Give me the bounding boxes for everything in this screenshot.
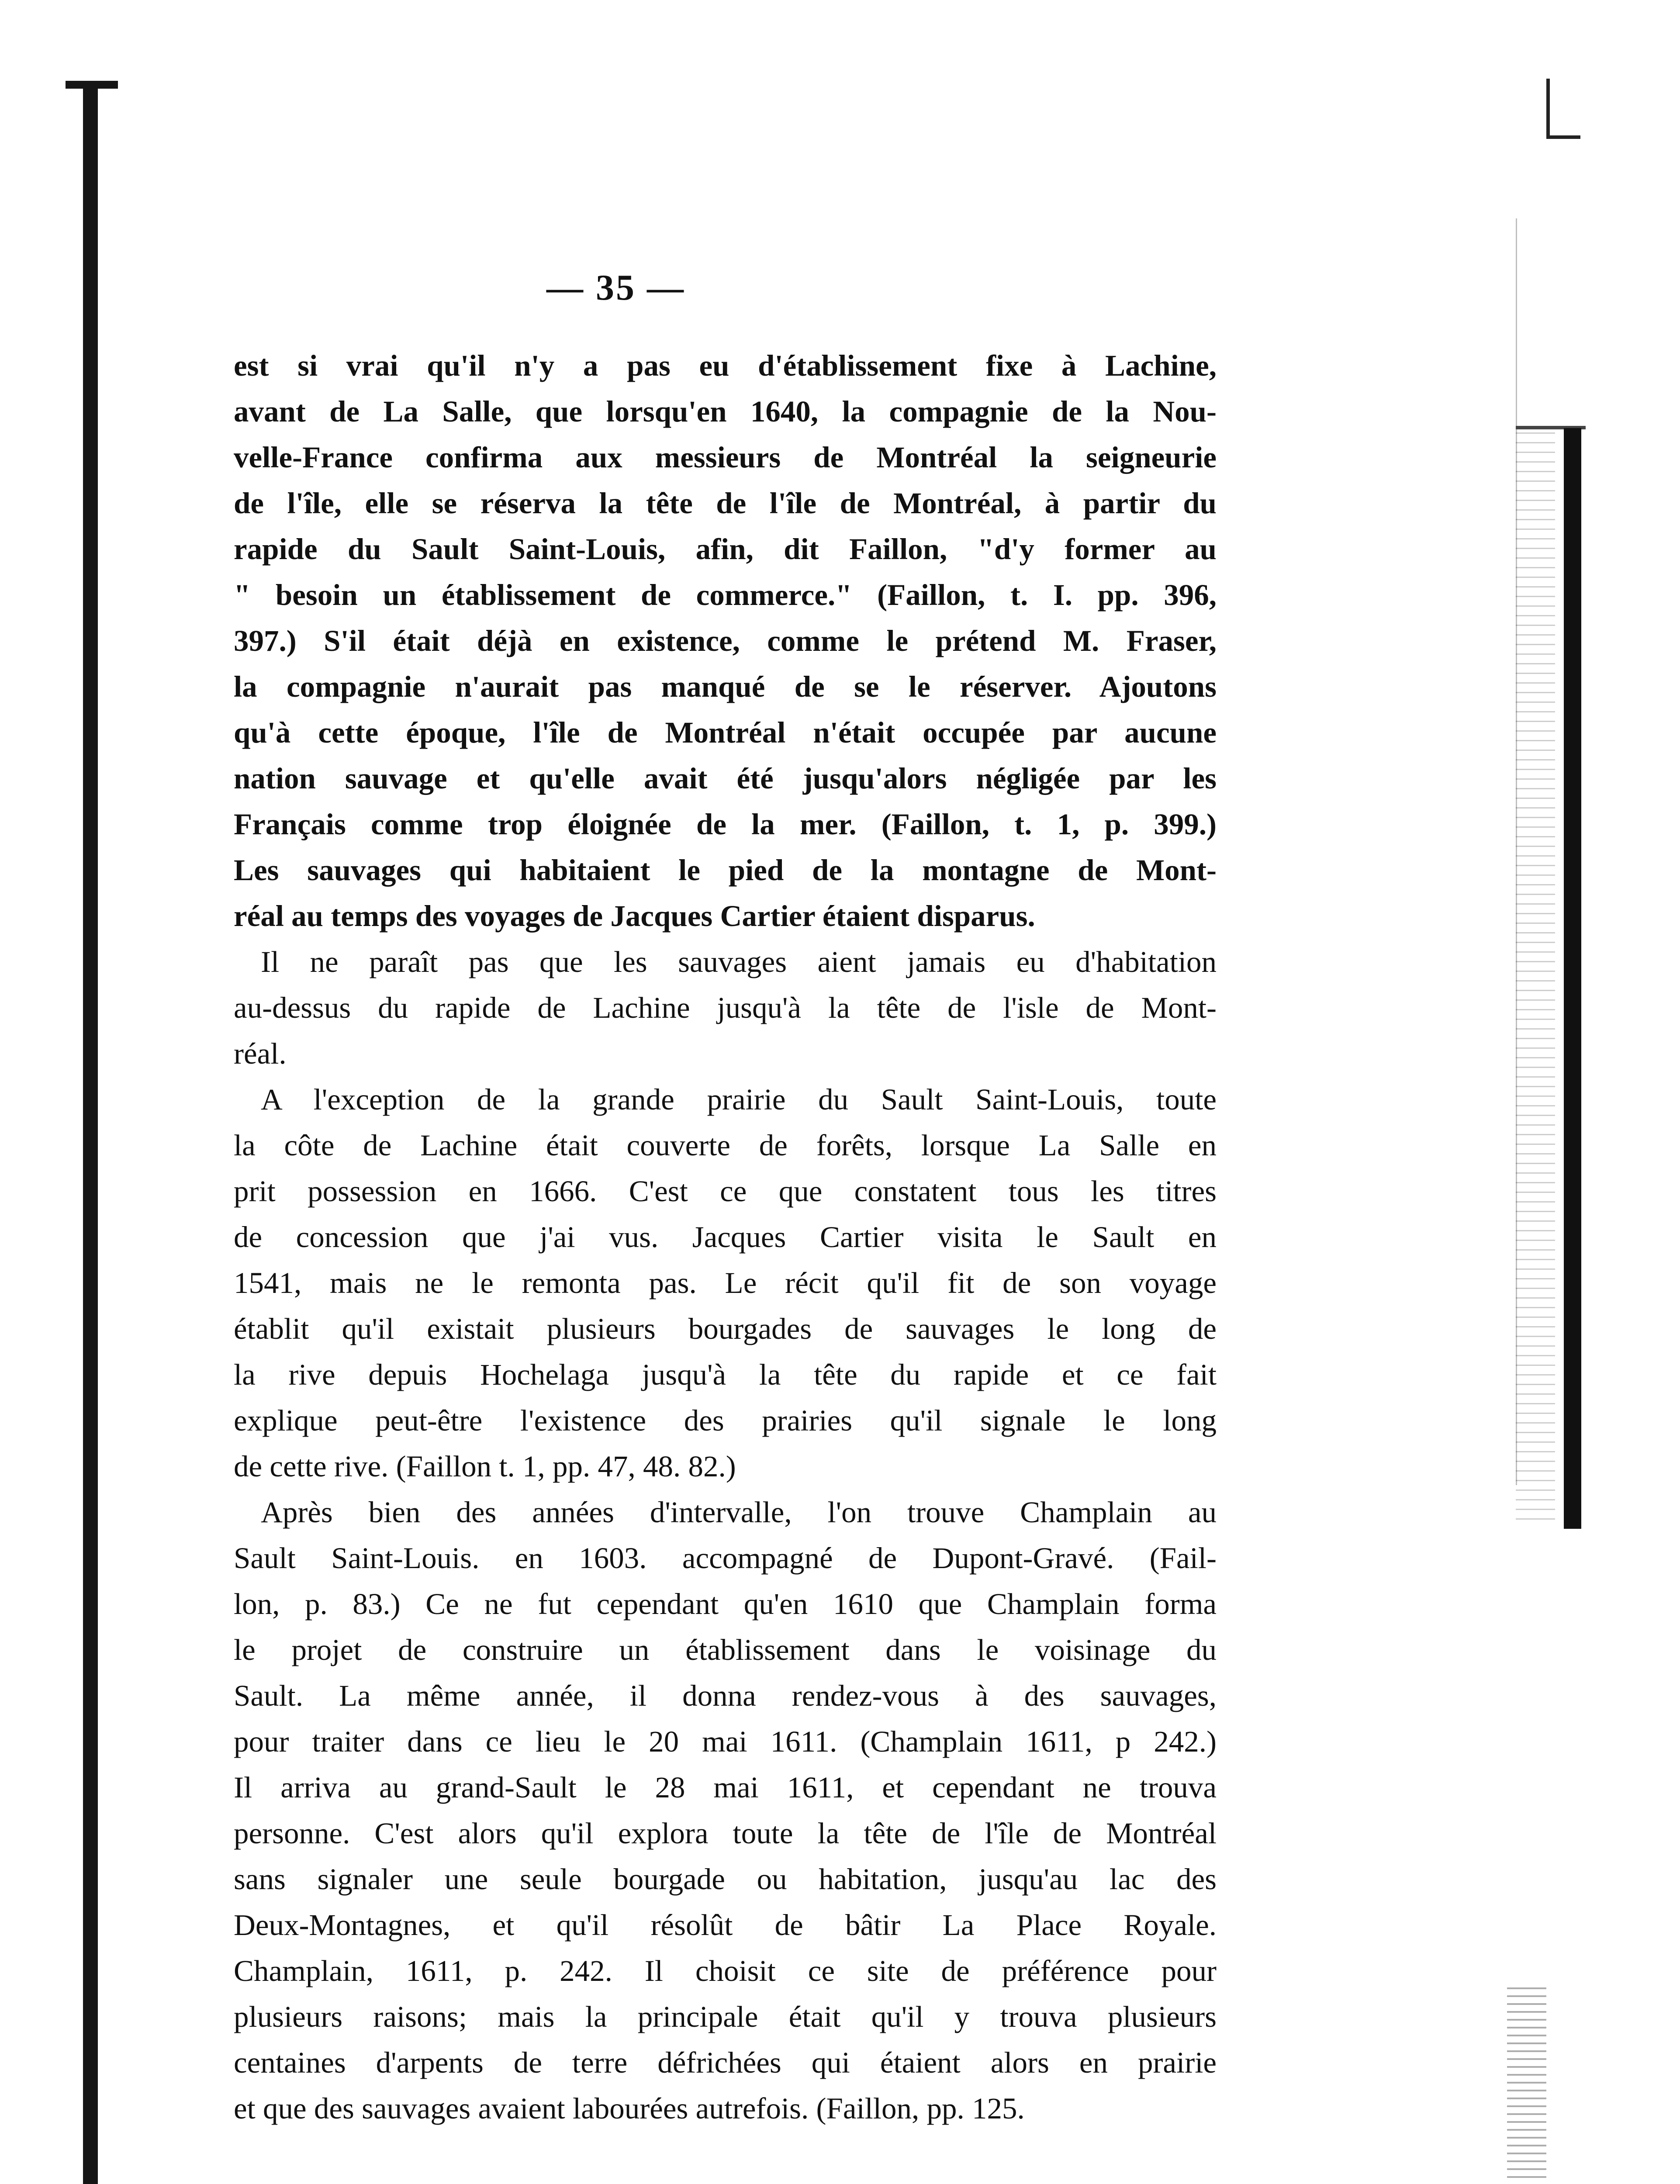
text-line: " besoin un établissement de commerce." (Faillon, t. I. pp. 396,: [234, 578, 1217, 612]
text-line: 1541, mais ne le remonta pas. Le récit qu'il fit de son voyage: [234, 1266, 1217, 1299]
text-line: de cette rive. (Faillon t. 1, pp. 47, 48. 82.): [234, 1450, 736, 1483]
text-line: la rive depuis Hochelaga jusqu'à la tête du rapide et ce fait: [234, 1358, 1217, 1391]
scan-noise: [1507, 1987, 1546, 2184]
scan-right-edge-bar: [1564, 428, 1581, 1529]
text-line: Sault Saint-Louis. en 1603. accompagné de Dupont-Gravé. (Fail-: [234, 1541, 1217, 1575]
page-number: — 35 —: [546, 267, 685, 308]
text-line: qu'à cette époque, l'île de Montréal n'était occupée par aucune: [234, 716, 1217, 749]
text-line: 397.) S'il était déjà en existence, comme le prétend M. Fraser,: [234, 624, 1217, 657]
text-line: velle-France confirma aux messieurs de Montréal la seigneurie: [234, 441, 1217, 474]
scan-binding-edge: [83, 87, 98, 2184]
text-line: personne. C'est alors qu'il explora toute la tête de l'île de Montréal: [234, 1817, 1217, 1850]
text-line: au-dessus du rapide de Lachine jusqu'à la tête de l'isle de Mont-: [234, 991, 1217, 1024]
text-line: et que des sauvages avaient labourées autrefois. (Faillon, pp. 125.: [234, 2092, 1025, 2125]
scan-edge-mark: [66, 81, 118, 89]
text-line: Les sauvages qui habitaient le pied de la montagne de Mont-: [234, 854, 1217, 887]
text-line: explique peut-être l'existence des prairies qu'il signale le long: [234, 1404, 1217, 1437]
text-line: le projet de construire un établissement dans le voisinage du: [234, 1633, 1217, 1666]
text-line: de l'île, elle se réserva la tête de l'île de Montréal, à partir du: [234, 487, 1217, 520]
text-line: avant de La Salle, que lorsqu'en 1640, la compagnie de la Nou-: [234, 395, 1217, 428]
text-line: réal.: [234, 1037, 287, 1070]
text-line: nation sauvage et qu'elle avait été jusqu'alors négligée par les: [234, 762, 1217, 795]
text-line: rapide du Sault Saint-Louis, afin, dit Faillon, "d'y former au: [234, 532, 1217, 566]
text-line: est si vrai qu'il n'y a pas eu d'établissement fixe à Lachine,: [234, 349, 1217, 382]
text-line: pour traiter dans ce lieu le 20 mai 1611. (Champlain 1611, p 242.): [234, 1725, 1217, 1758]
text-line: Il ne paraît pas que les sauvages aient jamais eu d'habitation: [261, 945, 1217, 978]
text-line: Il arriva au grand-Sault le 28 mai 1611, et cependant ne trouva: [234, 1771, 1217, 1804]
text-line: lon, p. 83.) Ce ne fut cependant qu'en 1610 que Champlain forma: [234, 1587, 1217, 1621]
scan-noise: [1516, 432, 1555, 1524]
text-line: centaines d'arpents de terre défrichées qui étaient alors en prairie: [234, 2046, 1217, 2079]
text-line: Français comme trop éloignée de la mer. (Faillon, t. 1, p. 399.): [234, 808, 1217, 841]
text-line: réal au temps des voyages de Jacques Cartier étaient disparus.: [234, 899, 1035, 933]
text-line: Après bien des années d'intervalle, l'on trouve Champlain au: [261, 1496, 1217, 1529]
text-line: sans signaler une seule bourgade ou habitation, jusqu'au lac des: [234, 1863, 1217, 1896]
text-line: A l'exception de la grande prairie du Sault Saint-Louis, toute: [261, 1083, 1217, 1116]
text-line: établit qu'il existait plusieurs bourgades de sauvages le long de: [234, 1312, 1217, 1345]
text-line: plusieurs raisons; mais la principale était qu'il y trouva plusieurs: [234, 2000, 1217, 2033]
body-text: [234, 343, 1217, 2132]
text-line: Deux-Montagnes, et qu'il résolût de bâtir La Place Royale.: [234, 1908, 1217, 1942]
text-line: prit possession en 1666. C'est ce que constatent tous les titres: [234, 1175, 1217, 1208]
text-line: la compagnie n'aurait pas manqué de se le réserver. Ajoutons: [234, 670, 1217, 703]
scan-corner-mark: [1546, 79, 1580, 139]
text-line: de concession que j'ai vus. Jacques Cartier visita le Sault en: [234, 1220, 1217, 1254]
text-line: Champlain, 1611, p. 242. Il choisit ce site de préférence pour: [234, 1954, 1217, 1987]
text-line: Sault. La même année, il donna rendez-vous à des sauvages,: [234, 1679, 1217, 1712]
text-line: la côte de Lachine était couverte de forêts, lorsque La Salle en: [234, 1129, 1217, 1162]
